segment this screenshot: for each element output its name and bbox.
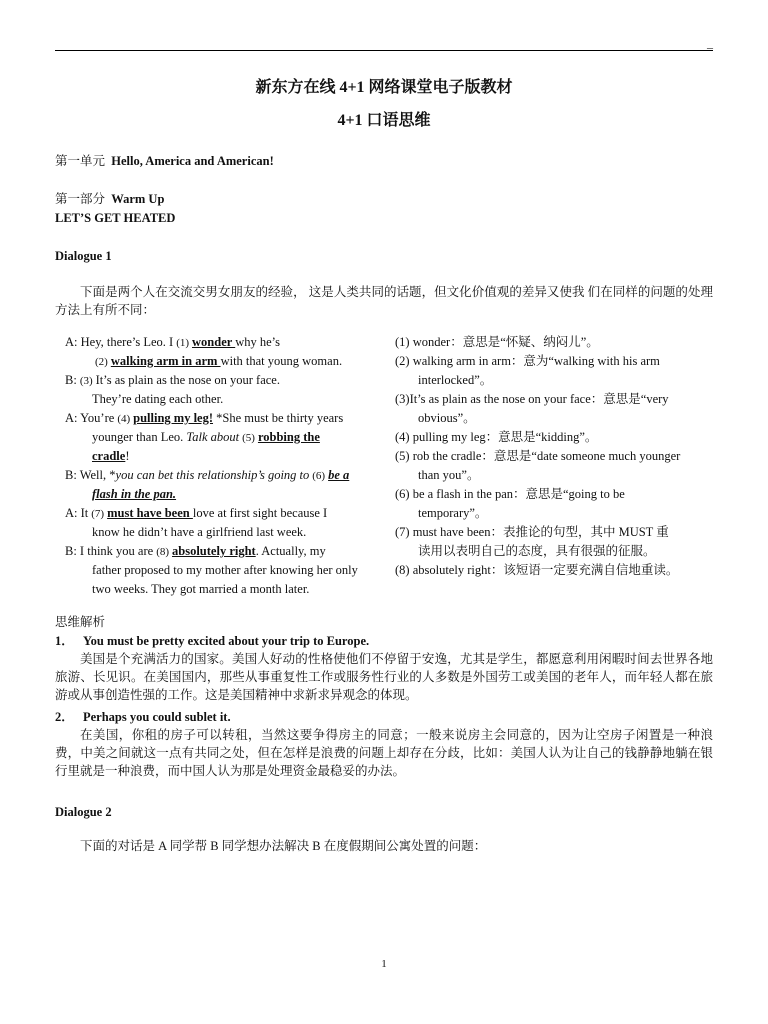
dialogue-line: cradle! bbox=[92, 449, 130, 463]
unit-line bbox=[55, 152, 713, 170]
dialogue-line: B: I think you are (8) absolutely right. Actually, my bbox=[65, 544, 326, 558]
dialogue2-heading: Dialogue 2 bbox=[55, 805, 112, 819]
analysis-item-2 bbox=[55, 708, 713, 780]
note-line: interlocked”。 bbox=[418, 373, 493, 387]
dialogue-line: two weeks. They got married a month later. bbox=[92, 582, 310, 596]
dialogue-line: B: Well, *you can bet this relationship’s going to (6) be a bbox=[65, 468, 350, 482]
dialogue-line: younger than Leo. Talk about (5) robbing the bbox=[92, 430, 320, 444]
section-heading: LET’S GET HEATED bbox=[55, 211, 176, 225]
page-number: 1 bbox=[381, 958, 387, 970]
note-line: than you”。 bbox=[418, 468, 480, 482]
note-line: (7) must have been：表推论的句型，其中 MUST 重 bbox=[395, 525, 669, 539]
note-line: (2) walking arm in arm：意为“walking with his arm bbox=[395, 354, 660, 368]
note-line: (8) absolutely right：该短语一定要充满自信地重读。 bbox=[395, 563, 679, 577]
dialogue1-notes bbox=[395, 333, 713, 580]
document-subtitle: 4+1 口语思维 bbox=[337, 112, 431, 129]
analysis-item-body: 在美国，你租的房子可以转租，当然这要争得房主的同意；一般来说房主会同意的，因为让空房子闲置是一种浪费，中美之间就这一点有共同之处，但在怎样是浪费的问题上却存在分歧，比如：美国人认为让自己的钱静静地躺在银行里就是一种浪费，而中国人认为那是处理资金最稳妥的办法。 bbox=[55, 728, 713, 778]
dialogue-line: flash in the pan. bbox=[92, 487, 177, 501]
dialogue1-heading: Dialogue 1 bbox=[55, 249, 112, 263]
analysis-item-body: 美国是个充满活力的国家。美国人好动的性格使他们不停留于安逸，尤其是学生，都愿意利用闲暇时间去世界各地旅游、长见识。在美国国内，那些从事重复性工作或服务性行业的人多数是外国劳工或美国的老年人，而年轻人都在旅游或从事创造性强的工作。这是美国精神中求新求异观念的体现。 bbox=[55, 652, 713, 702]
note-line: (3)It’s as plain as the nose on your face：意思是“very bbox=[395, 392, 669, 406]
part-line bbox=[55, 190, 713, 208]
note-line: temporary”。 bbox=[418, 506, 488, 520]
note-line: 读用以表明自己的态度，具有很强的征服。 bbox=[418, 544, 656, 558]
analysis-item-title: 1． You must be pretty excited about your trip to Europe. bbox=[55, 634, 370, 648]
dialogue-line: father proposed to my mother after knowing her only bbox=[92, 563, 358, 577]
dialogue-line: A: Hey, there’s Leo. I (1) wonder why he’s bbox=[65, 335, 280, 349]
dialogue1-intro: 下面是两个人在交流交男女朋友的经验， 这是人类共同的话题，但文化价值观的差异又使我 们在同样的问题的处理方法上有所不同： bbox=[55, 285, 713, 317]
part-name: Warm Up bbox=[111, 192, 165, 206]
header-rule bbox=[55, 50, 713, 51]
dialogue1-text bbox=[55, 333, 385, 599]
analysis-item-1 bbox=[55, 632, 713, 704]
part-label: 第一部分 bbox=[55, 192, 106, 206]
dialogue-line: B: (3) It’s as plain as the nose on your face. bbox=[65, 373, 280, 387]
analysis-heading: 思维解析 bbox=[55, 615, 106, 629]
unit-label: 第一单元 bbox=[55, 154, 106, 168]
header-corner-mark: – bbox=[707, 40, 713, 54]
analysis-item-title: 2． Perhaps you could sublet it. bbox=[55, 710, 231, 724]
note-line: (1) wonder：意思是“怀疑、纳闷儿”。 bbox=[395, 335, 599, 349]
note-line: obvious”。 bbox=[418, 411, 476, 425]
note-line: (5) rob the cradle：意思是“date someone much younger bbox=[395, 449, 681, 463]
note-line: (6) be a flash in the pan：意思是“going to be bbox=[395, 487, 625, 501]
dialogue2-intro: 下面的对话是 A 同学帮 B 同学想办法解决 B 在度假期间公寓处置的问题： bbox=[80, 839, 487, 853]
note-line: (4) pulling my leg：意思是“kidding”。 bbox=[395, 430, 598, 444]
dialogue-line: A: It (7) must have been love at first sight because I bbox=[65, 506, 328, 520]
dialogue-line: A: You’re (4) pulling my leg! *She must be thirty years bbox=[65, 411, 344, 425]
dialogue-line: They’re dating each other. bbox=[92, 392, 224, 406]
dialogue-line: (2) walking arm in arm with that young woman. bbox=[95, 354, 343, 368]
document-title: 新东方在线 4+1 网络课堂电子版教材 bbox=[255, 79, 513, 96]
dialogue-line: know he didn’t have a girlfriend last week. bbox=[92, 525, 307, 539]
unit-name: Hello, America and American! bbox=[111, 154, 274, 168]
